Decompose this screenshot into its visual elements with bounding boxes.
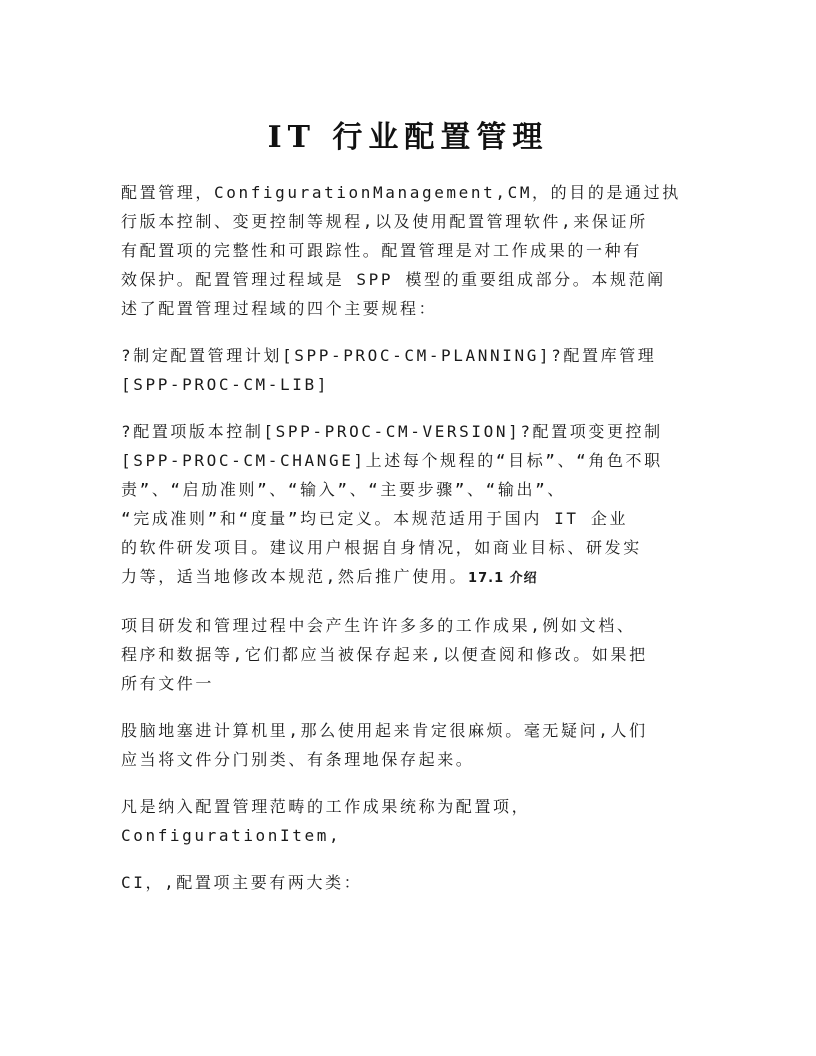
text-line: ?配置项版本控制[SPP-PROC-CM-VERSION]?配置项变更控制 <box>121 422 663 441</box>
text-line: 凡是纳入配置管理范畴的工作成果统称为配置项， <box>121 797 531 816</box>
text-line: 应当将文件分门别类、有条理地保存起来。 <box>121 750 475 769</box>
paragraph-procedures-2 <box>121 417 691 593</box>
document-body <box>121 178 691 915</box>
text-line: “完成准则”和“度量”均已定义。本规范适用于国内 IT 企业 <box>121 509 629 528</box>
text-fragment: 力等，适当地修改本规范,然后推广使用。 <box>121 567 469 586</box>
text-line: 有配置项的完整性和可跟踪性。配置管理是对工作成果的一种有 <box>121 241 642 260</box>
text-line: 配置管理，ConfigurationManagement,CM，的目的是通过执 <box>121 183 681 202</box>
text-line: 项目研发和管理过程中会产生许许多多的工作成果,例如文档、 <box>121 616 636 635</box>
paragraph-organize-files <box>121 716 691 774</box>
paragraph-procedures-1 <box>121 341 691 399</box>
paragraph-intro <box>121 178 691 323</box>
text-line: ConfigurationItem, <box>121 826 342 845</box>
text-line: 程序和数据等,它们都应当被保存起来,以便查阅和修改。如果把 <box>121 645 648 664</box>
text-line: [SPP-PROC-CM-CHANGE]上述每个规程的“目标”、“角色不职 <box>121 451 663 470</box>
text-line: [SPP-PROC-CM-LIB] <box>121 375 329 394</box>
paragraph-ci-types <box>121 868 691 897</box>
text-line: 效保护。配置管理过程域是 SPP 模型的重要组成部分。本规范阐 <box>121 270 666 289</box>
document-title: IT 行业配置管理 <box>267 120 549 155</box>
paragraph-configuration-item <box>121 792 691 850</box>
paragraph-introduction <box>121 611 691 698</box>
text-line: ?制定配置管理计划[SPP-PROC-CM-PLANNING]?配置库管理 <box>121 346 657 365</box>
text-line: 所有文件一 <box>121 674 215 693</box>
text-line: 述了配置管理过程域的四个主要规程： <box>121 299 438 318</box>
text-line-with-heading <box>121 562 691 593</box>
text-line: CI，,配置项主要有两大类： <box>121 873 363 892</box>
section-heading-17-1: 17.1 介绍 <box>468 571 538 586</box>
text-line: 的软件研发项目。建议用户根据自身情况，如商业目标、研发实 <box>121 538 642 557</box>
text-line: 责”、“启劢准则”、“输入”、“主要步骤”、“输出”、 <box>121 480 566 499</box>
text-line: 股脑地塞进计算机里,那么使用起来肯定很麻烦。毫无疑问,人们 <box>121 721 648 740</box>
text-line: 行版本控制、变更控制等规程,以及使用配置管理软件,来保证所 <box>121 212 648 231</box>
